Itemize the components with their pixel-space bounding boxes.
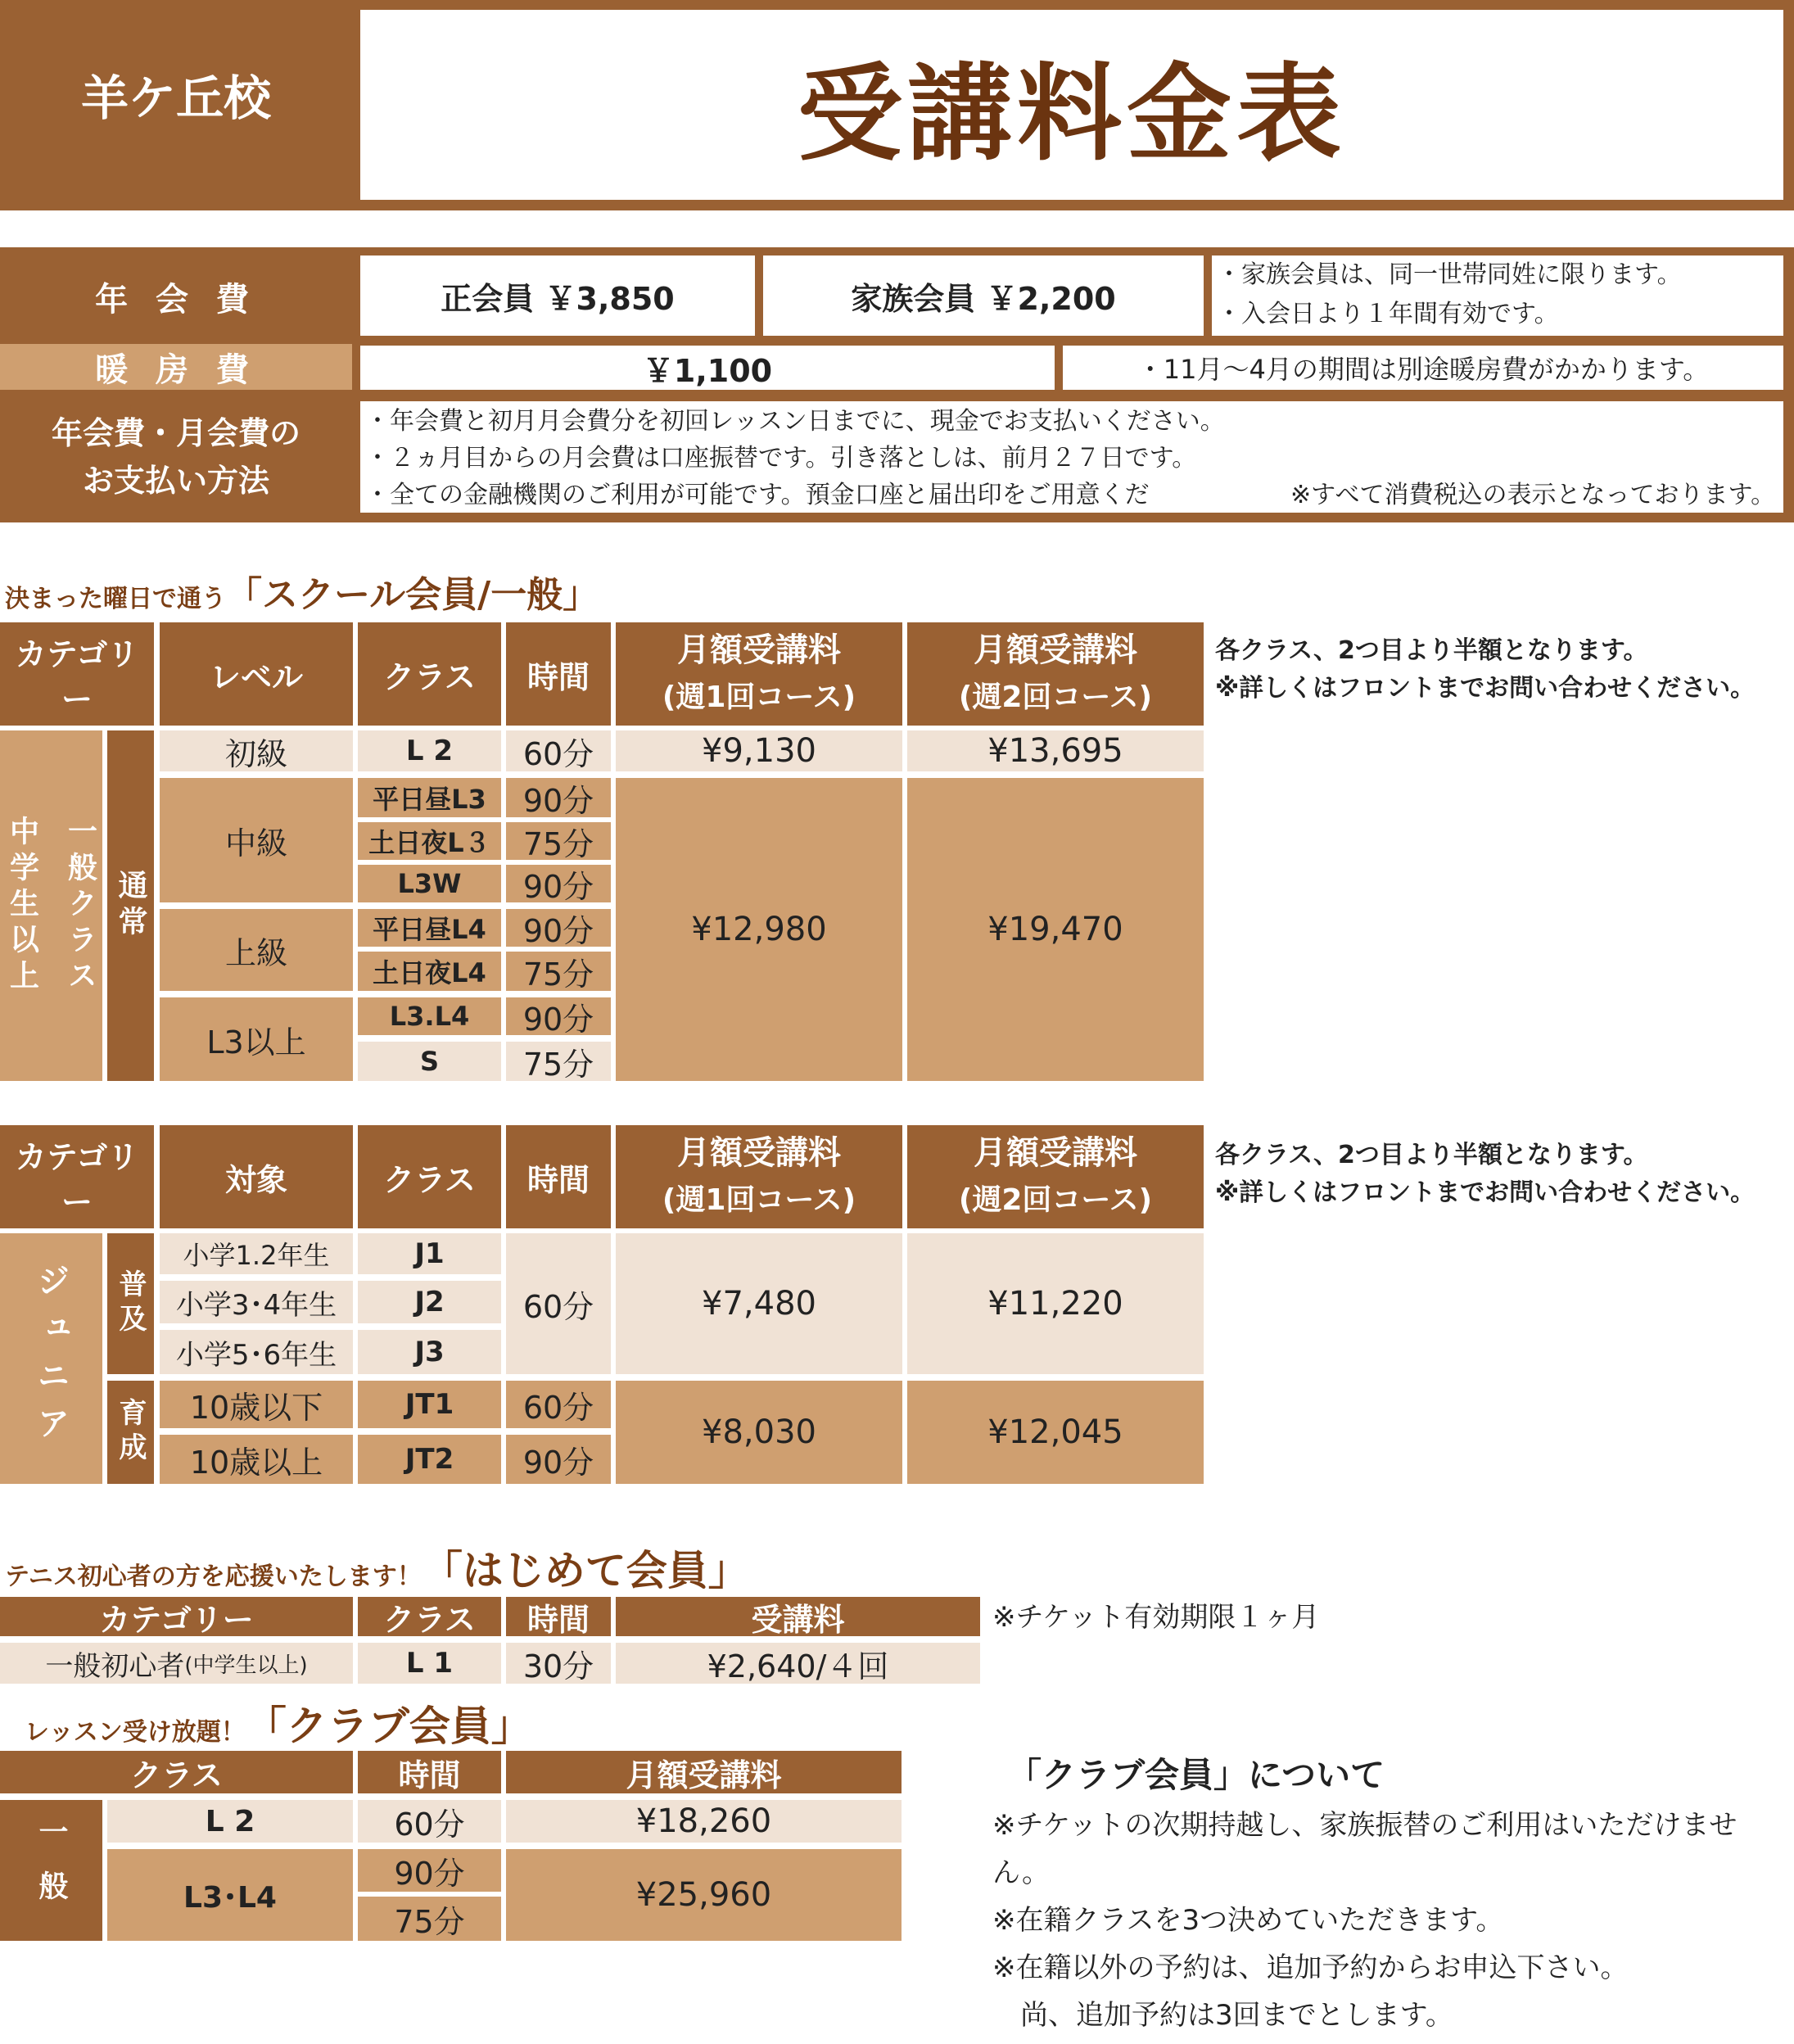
junior-ikusei-price-weekly1: ¥8,030: [616, 1381, 902, 1484]
school-time-cell: 90分: [506, 865, 611, 902]
beginner-section-heading: テニス初心者の方を応援いたします！「はじめて会員」: [5, 1547, 749, 1594]
school-class-cell: S: [358, 1042, 501, 1081]
club-fee-cell: ¥18,260: [506, 1800, 902, 1843]
tax-note: ※すべて消費税込の表示となっております。: [1290, 481, 1776, 509]
school-section-heading: 決まった曜日で通う「スクール会員/一般」: [5, 574, 599, 616]
beginner-category-cell: 一般初心者 (中学生以上): [0, 1643, 353, 1684]
school-class-cell: 平日昼L4: [358, 909, 501, 947]
heating-fee-label: 暖 房 費: [0, 344, 352, 390]
junior-class-cell: J1: [358, 1233, 501, 1274]
junior-class-cell: JT2: [358, 1435, 501, 1484]
junior-header-weekly2: 月額受講料 (週2回コース): [907, 1125, 1204, 1228]
school-header-class: クラス: [358, 622, 501, 726]
junior-fukyu-price-weekly2: ¥11,220: [907, 1233, 1204, 1374]
beginner-class-cell: L 1: [358, 1643, 501, 1684]
school-name: 羊ケ丘校: [80, 70, 271, 126]
school-time-cell: 90分: [506, 909, 611, 947]
annual-fee-label: 年 会 費: [95, 280, 257, 319]
club-class-cell: L 2: [107, 1800, 353, 1843]
junior-fukyu-time: 60分: [506, 1233, 611, 1374]
junior-target-cell: 小学1.2年生: [160, 1233, 353, 1274]
school-time-cell: 75分: [506, 952, 611, 991]
junior-header-target: 対象: [160, 1125, 353, 1228]
school-time-cell: 60分: [506, 730, 611, 771]
heating-fee-value: ￥1,100: [360, 346, 1055, 390]
junior-fukyu-price-weekly1: ¥7,480: [616, 1233, 902, 1374]
heating-fee-note: ・11月～4月の期間は別途暖房費がかかります。: [1063, 346, 1783, 390]
page-title: 受講料金表: [360, 10, 1783, 200]
school-type-cell: 通常: [107, 730, 154, 1081]
junior-class-cell: J2: [358, 1281, 501, 1323]
family-member-fee: 家族会員 ￥2,200: [763, 256, 1204, 336]
annual-fee-notes: ・家族会員は、同一世帯同姓に限ります。 ・入会日より１年間有効です。: [1212, 256, 1783, 336]
beginner-fee-cell: ¥2,640/４回: [616, 1643, 980, 1684]
club-header-fee: 月額受講料: [506, 1751, 902, 1793]
level-upper: 上級: [160, 909, 353, 991]
school-time-cell: 75分: [506, 822, 611, 860]
club-time-cell: 75分: [358, 1897, 501, 1941]
club-about-notes: ※チケットの次期持越し、家族振替のご利用はいただけません。 ※在籍クラスを3つ決めていただきます。 ※在籍以外の予約は、追加予約からお申込下さい。 尚、追加予約は3回までとします。: [992, 1809, 1738, 2032]
payment-method-notes: ・年会費と初月月会費分を初回レッスン日までに、現金でお支払いください。 ・２ヵ月目からの月会費は口座振替です。引き落としは、前月２７日です。 ・全ての金融機関のご利用が可能です。預金口座と届出印をご用意くだ ※すべて消費税込の表示となっております。: [360, 401, 1783, 513]
junior-side-note: 各クラス、2つ目より半額となります。 ※詳しくはフロントまでお問い合わせください。: [1215, 1141, 1756, 1207]
junior-header-weekly1: 月額受講料 (週1回コース): [616, 1125, 902, 1228]
junior-ikusei-price-weekly2: ¥12,045: [907, 1381, 1204, 1484]
school-side-note: 各クラス、2つ目より半額となります。 ※詳しくはフロントまでお問い合わせください。: [1215, 636, 1756, 703]
beginner-ticket-note: ※チケット有効期限１ヶ月: [992, 1601, 1320, 1634]
junior-target-cell: 10歳以上: [160, 1435, 353, 1484]
price-beginner-weekly2: ¥13,695: [907, 730, 1204, 771]
beginner-header-time: 時間: [506, 1597, 611, 1636]
junior-class-cell: JT1: [358, 1381, 501, 1428]
school-category-cell: [0, 730, 102, 1081]
price-other-weekly2: ¥19,470: [907, 778, 1204, 1081]
school-header-level: レベル: [160, 622, 353, 726]
level-beginner: 初級: [160, 730, 353, 771]
junior-header-time: 時間: [506, 1125, 611, 1228]
club-fee-cell: ¥25,960: [506, 1849, 902, 1941]
regular-member-fee: 正会員 ￥3,850: [360, 256, 755, 336]
school-class-cell: L3.L4: [358, 997, 501, 1035]
junior-category-cell: ジュニア: [0, 1233, 102, 1484]
junior-fukyu-cell: 普及: [107, 1233, 154, 1374]
club-header-class: クラス: [0, 1751, 353, 1793]
school-category-main: 一般クラス: [63, 816, 97, 996]
school-class-cell: 土日夜L３: [358, 822, 501, 860]
club-time-cell: 60分: [358, 1800, 501, 1843]
beginner-time-cell: 30分: [506, 1643, 611, 1684]
junior-time-cell: 90分: [506, 1435, 611, 1484]
club-class-cell: L3･L4: [107, 1849, 353, 1941]
club-time-cell: 90分: [358, 1849, 501, 1892]
school-header-weekly2: 月額受講料 (週2回コース): [907, 622, 1204, 726]
school-header-time: 時間: [506, 622, 611, 726]
price-beginner-weekly1: ¥9,130: [616, 730, 902, 771]
school-header-weekly1: 月額受講料 (週1回コース): [616, 622, 902, 726]
junior-target-cell: 小学5･6年生: [160, 1330, 353, 1374]
school-time-cell: 75分: [506, 1042, 611, 1081]
payment-method-label: 年会費・月会費の お支払い方法: [51, 415, 301, 499]
school-class-cell: 土日夜L4: [358, 952, 501, 991]
junior-target-cell: 10歳以下: [160, 1381, 353, 1428]
price-other-weekly1: ¥12,980: [616, 778, 902, 1081]
level-middle: 中級: [160, 778, 353, 902]
junior-target-cell: 小学3･4年生: [160, 1281, 353, 1323]
club-header-time: 時間: [358, 1751, 501, 1793]
beginner-header-class: クラス: [358, 1597, 501, 1636]
school-time-cell: 90分: [506, 997, 611, 1035]
level-l3plus: L3以上: [160, 997, 353, 1081]
club-section-heading: レッスン受け放題！「クラブ会員」: [25, 1703, 532, 1750]
junior-time-cell: 60分: [506, 1381, 611, 1428]
school-time-cell: 90分: [506, 778, 611, 817]
school-class-cell: L3W: [358, 865, 501, 902]
junior-class-cell: J3: [358, 1330, 501, 1374]
school-header-category: カテゴリー: [0, 622, 154, 726]
club-about-title: 「クラブ会員」について: [1007, 1755, 1385, 1795]
club-category-cell: 一般: [0, 1800, 102, 1941]
school-category-sub: 中学生以上: [5, 816, 39, 996]
junior-ikusei-cell: 育成: [107, 1381, 154, 1484]
junior-header-class: クラス: [358, 1125, 501, 1228]
beginner-header-category: カテゴリー: [0, 1597, 353, 1636]
school-class-cell: L 2: [358, 730, 501, 771]
beginner-header-fee: 受講料: [616, 1597, 980, 1636]
junior-header-category: カテゴリー: [0, 1125, 154, 1228]
school-class-cell: 平日昼L3: [358, 778, 501, 817]
